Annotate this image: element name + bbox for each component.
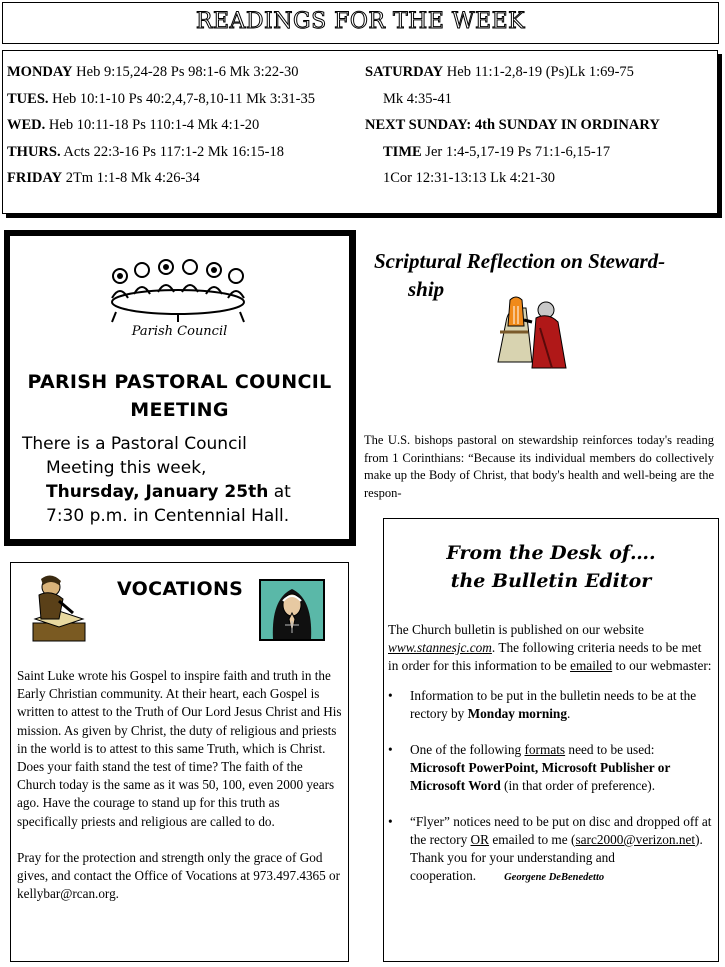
list-item: • One of the following formats need to be used: Microsoft PowerPoint, Microsoft Publisher or Microsoft Word (in that order of preference).: [388, 741, 712, 795]
reading-next-sunday: NEXT SUNDAY: 4th SUNDAY IN ORDINARY: [365, 117, 660, 133]
reading-saturday: SATURDAY Heb 11:1-2,8-19 (Ps)Lk 1:69-75: [365, 64, 634, 80]
council-body: There is a Pastoral Council Meeting this week, Thursday, January 25th at 7:30 p.m. in Centennial Hall.: [22, 434, 291, 526]
vocations-body: [17, 667, 342, 921]
editor-heading: From the Desk of…. the Bulletin Editor: [446, 542, 656, 592]
council-table-icon: [98, 258, 258, 324]
readings-title: READINGS FOR THE WEEK: [195, 9, 526, 34]
readings-right-column: [365, 59, 660, 192]
editor-box: [383, 518, 719, 962]
list-item: • “Flyer” notices need to be put on disc and dropped off at the rectory OR emailed to me (sarc2000@verizon.net). Thank you for your understanding and cooperation. Georgene DeBenedetto: [388, 813, 712, 887]
reading-saturday-cont: Mk 4:35-41: [383, 90, 452, 107]
moses-tablets-icon: [492, 292, 580, 370]
editor-intro: The Church bulletin is published on our website www.stannesjc.com. The following criteria needs to be met in order for this information to be emailed to our webmaster:: [388, 622, 712, 673]
council-heading: PARISH PASTORAL COUNCIL MEETING: [27, 371, 332, 421]
editor-signature: Georgene DeBenedetto: [504, 872, 605, 883]
reading-next-sunday-cont: 1Cor 12:31-13:13 Lk 4:21-30: [383, 170, 555, 186]
editor-thanks: Thank you for your understanding and cooperation.: [410, 850, 615, 883]
praying-nun-icon: [259, 579, 325, 641]
reading-wednesday: WED. Heb 10:11-18 Ps 110:1-4 Mk 4:1-20: [7, 117, 260, 133]
reading-thursday: THURS. Acts 22:3-16 Ps 117:1-2 Mk 16:15-18: [7, 143, 285, 160]
council-logo-caption: Parish Council: [131, 324, 228, 339]
reading-friday: FRIDAY 2Tm 1:1-8 Mk 4:26-34: [7, 170, 200, 186]
editor-body: [388, 621, 712, 905]
stewardship-title: Scriptural Reflection on Steward- ship: [374, 249, 666, 301]
council-box: [4, 230, 356, 546]
website-link[interactable]: www.stannesjc.com: [388, 640, 492, 655]
reading-monday: MONDAY Heb 9:15,24-28 Ps 98:1-6 Mk 3:22-30: [7, 64, 299, 80]
vocations-box: [10, 562, 349, 962]
reading-tuesday: TUES. Heb 10:1-10 Ps 40:2,4,7-8,10-11 Mk 3:31-35: [7, 90, 316, 107]
reading-next-sunday-text: TIME Jer 1:4-5,17-19 Ps 71:1-6,15-17: [383, 143, 611, 160]
list-item: • Information to be put in the bulletin needs to be at the rectory by Monday morning.: [388, 687, 712, 723]
email-link[interactable]: sarc2000@verizon.net: [575, 832, 696, 847]
editor-criteria-list: [388, 687, 712, 887]
vocations-paragraph-2: Pray for the protection and strength only the grace of God gives, and contact the Office of Vocations at 973.497.4365 or kellybar@rcan.org.: [17, 849, 341, 902]
stewardship-body: The U.S. bishops pastoral on stewardship reinforces today's reading from 1 Corinthians: “Because its individual members do collectively make up the Body of Christ, that body's health and well-being are the respon-: [364, 433, 714, 500]
readings-header: [2, 2, 719, 44]
vocations-paragraph-1: Saint Luke wrote his Gospel to inspire faith and truth in the Early Christian community. At their heart, each Gospel is written to attest to the Truth of Our Lord Jesus Christ and His mission. As given by Christ, the duty of religious and priests in the world is to attest to this same Truth, which is Christ. Does your faith stand the test of time? The faith of the Church today is the same as it was 50, 100, even 2000 years ago. Have the courage to stand up for this truth as specifically priests and religious are called to do.: [17, 668, 342, 829]
vocations-heading: VOCATIONS: [117, 578, 244, 600]
scholar-reading-icon: [29, 573, 89, 645]
readings-left-column: [7, 59, 315, 192]
readings-box: [2, 50, 718, 214]
